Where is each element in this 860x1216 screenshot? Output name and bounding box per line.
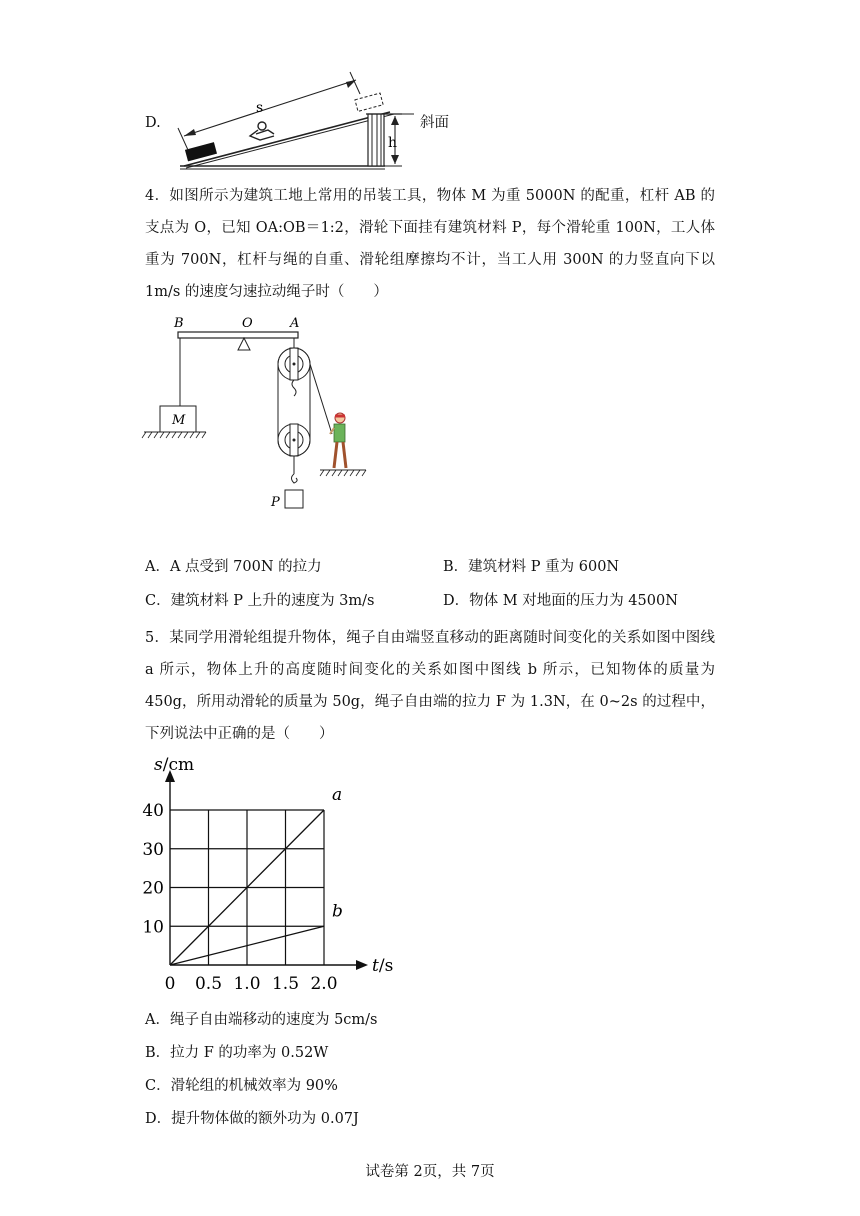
label-P: P [271,495,280,510]
q5-option-a: A．绳子自由端移动的速度为 5cm/s [145,1012,378,1028]
q4-option-a: A．A 点受到 700N 的拉力 [145,559,322,575]
box-top-dashed [355,93,383,111]
q3-option-d-label: D. [145,115,161,131]
label-O: O [242,316,253,331]
rope-to-worker [310,364,332,434]
y-tick-label: 40 [142,801,164,821]
q4-option-b: B．建筑材料 P 重为 600N [443,559,620,575]
slope-label: 斜面 [420,115,449,131]
y-tick-label: 20 [142,878,164,899]
series-label-b: b [332,901,343,922]
lever-bar [178,332,298,338]
page-footer: 试卷第 2页，共 7页 [365,1164,495,1180]
h-label: h [388,135,398,151]
slope-line-2 [186,114,394,168]
q5-option-d: D．提升物体做的额外功为 0.07J [145,1111,359,1127]
worker-icon [250,122,274,140]
label-B: B [174,316,184,331]
material-P [285,490,303,508]
x-axis-label: t/s [372,956,394,976]
q5-option-b: B．拉力 F 的功率为 0.52W [145,1045,329,1061]
lever-pulley-figure [140,312,380,522]
fulcrum [238,338,250,350]
slope-line [184,112,390,166]
x-axis-arrow [356,960,368,970]
q4-stem: 4．如图所示为建筑工地上常用的吊装工具，物体 M 为重 5000N 的配重，杠杆 AB 的支点为 O，已知 OA:OB＝1:2，滑轮下面挂有建筑材料 P，每个滑轮重 100N，工人体重为 700N，杠杆与绳的自重、滑轮组摩擦均不计，当工人用 300N 的力竖直向下以 1m/s 的速度匀速拉动绳子时（ ） [145,188,715,300]
s-label: s [256,100,264,116]
x-tick-label: 1.0 [233,974,261,990]
x-tick-label: 0 [164,974,176,990]
distance-time-chart [140,755,410,990]
series-label-a: a [332,785,343,805]
label-M: M [172,413,186,428]
q5-option-c: C．滑轮组的机械效率为 90% [145,1078,338,1094]
q4-option-c: C．建筑材料 P 上升的速度为 3m/s [145,593,375,609]
q5-stem: 5．某同学用滑轮组提升物体，绳子自由端竖直移动的距离随时间变化的关系如图中图线 a 所示，物体上升的高度随时间变化的关系如图中图线 b 所示，已知物体的质量为 450g，所用动滑轮的质量为 50g，绳子自由端的拉力 F 为 1.3N，在 0~2s 的过程中，下列说法中正确的是（ ） [145,630,715,742]
label-A: A [290,316,300,331]
y-axis-label: s/cm [154,755,195,775]
y-tick-label: 10 [142,917,164,938]
x-tick-label: 0.5 [194,974,223,990]
q4-option-d: D．物体 M 对地面的压力为 4500N [443,593,678,609]
y-tick-label: 30 [142,839,164,860]
x-tick-label: 1.5 [271,974,300,990]
worker-person-icon [330,413,346,468]
x-tick-label: 2.0 [310,974,338,990]
platform-post [368,114,384,166]
